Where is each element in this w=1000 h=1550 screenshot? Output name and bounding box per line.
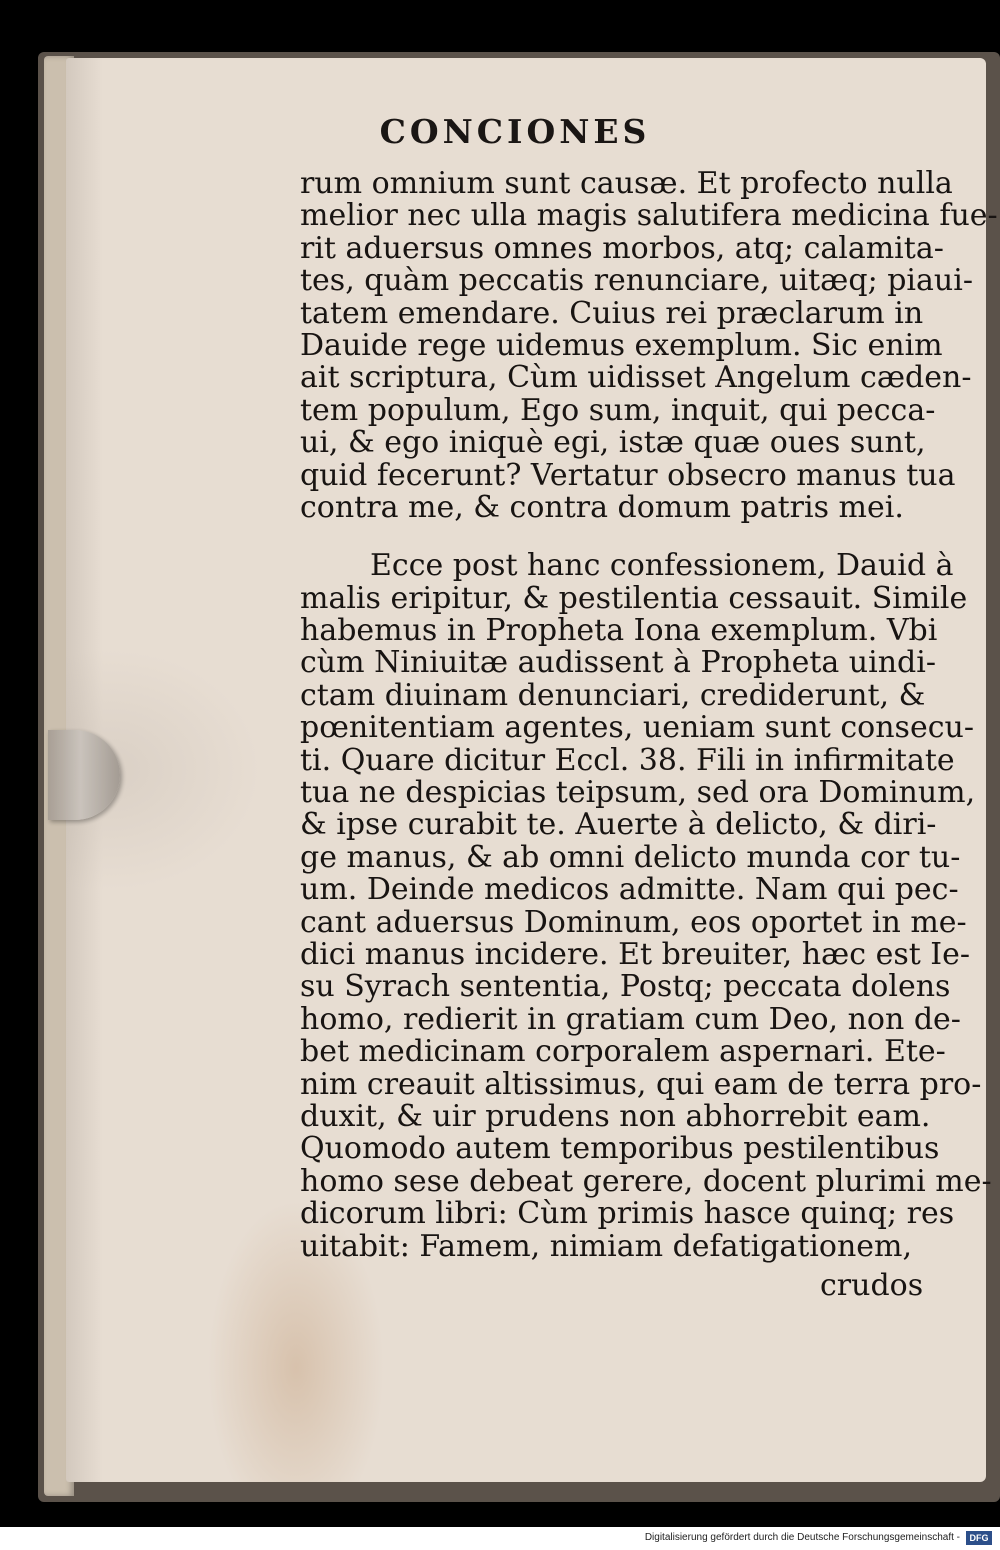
text-line: dici manus incidere. Et breuiter, hæc est Ie- [300,936,971,972]
paragraph-2 [300,548,992,1264]
text-line: pœnitentiam agentes, ueniam sunt consecu- [300,710,974,746]
text-line: su Syrach sententia, Postq; peccata dolens [300,969,951,1005]
text-line: ti. Quare dicitur Eccl. 38. Fili in infirmitate [300,742,955,778]
text-line: contra me, & contra domum patris mei. [300,489,904,525]
footer-credit: Digitalisierung gefördert durch die Deutsche Forschungsgemeinschaft - [644,1532,960,1543]
text-line: ge manus, & ab omni delicto munda cor tu- [300,839,961,875]
text-line: tem populum, Ego sum, inquit, qui pecca- [300,392,936,428]
text-block [300,166,998,1264]
text-line: ctam diuinam denunciari, crediderunt, & [300,677,926,713]
text-line: Ecce post hanc confessionem, Dauid à [370,548,954,584]
text-line: duxit, & uir prudens non abhorrebit eam. [300,1098,931,1134]
text-line: tatem emendare. Cuius rei præclarum in [300,295,924,331]
running-head: CONCIONES [379,112,651,151]
text-line: tes, quàm peccatis renunciare, uitæq; piaui- [300,263,973,299]
text-line: habemus in Propheta Iona exemplum. Vbi [300,613,938,649]
catchword: crudos [820,1268,924,1303]
text-line: malis eripitur, & pestilentia cessauit. Simile [300,580,968,616]
text-line: rit aduersus omnes morbos, atq; calamita- [300,230,944,266]
text-line: ait scriptura, Cùm uidisset Angelum cæden- [300,360,972,396]
text-line: bet medicinam corporalem aspernari. Ete- [300,1034,946,1070]
footer-bar [0,1527,1000,1550]
text-line: nim creauit altissimus, qui eam de terra pro- [300,1066,982,1102]
text-line: Dauide rege uidemus exemplum. Sic enim [300,327,943,363]
dfg-logo: DFG [966,1531,992,1545]
paragraph-1 [300,166,998,525]
text-line: uitabit: Famem, nimiam defatigationem, [300,1228,913,1264]
text-line: dicorum libri: Cùm primis hasce quinq; res [300,1196,955,1232]
text-line: cùm Niniuitæ audissent à Propheta uindi- [300,645,936,681]
text-line: ui, & ego iniquè egi, istæ quæ oues sunt, [300,425,926,461]
text-line: cant aduersus Dominum, eos oportet in me- [300,904,967,940]
text-line: quid fecerunt? Vertatur obsecro manus tua [300,457,956,493]
text-line: homo, redierit in gratiam cum Deo, non de- [300,1001,961,1037]
text-line: rum omnium sunt causæ. Et profecto nulla [300,166,953,201]
text-line: tua ne despicias teipsum, sed ora Dominum, [300,775,976,811]
text-line: & ipse curabit te. Auerte à delicto, & diri- [300,807,937,843]
text-line: melior nec ulla magis salutifera medicina fue- [300,198,998,234]
text-line: Quomodo autem temporibus pestilentibus [300,1131,940,1167]
text-line: homo sese debeat gerere, docent plurimi me- [300,1163,992,1199]
paragraph-gap [300,524,918,550]
text-line: um. Deinde medicos admitte. Nam qui pec- [300,872,959,908]
